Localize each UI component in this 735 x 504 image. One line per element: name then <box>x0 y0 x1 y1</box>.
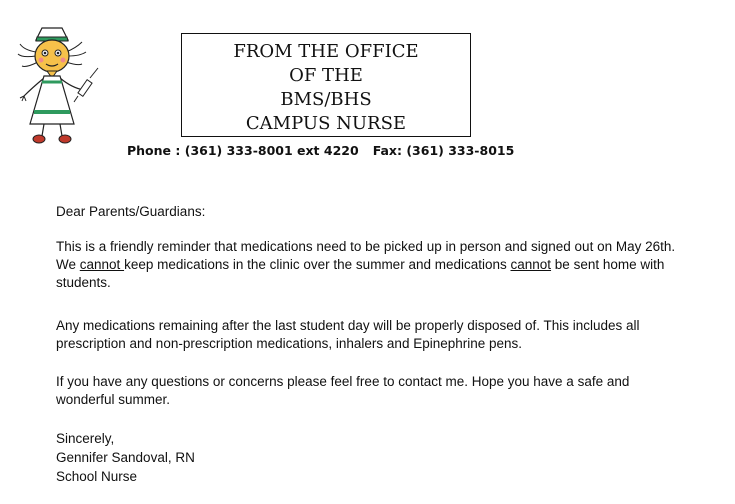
greeting: Dear Parents/Guardians: <box>56 204 206 219</box>
contact-line <box>127 143 514 158</box>
paragraph-pickup-a: This is a friendly reminder that medications need to be picked up in person and signed out on May 26th. We <box>56 239 676 272</box>
header-line-1: FROM THE OFFICE <box>233 41 419 62</box>
header-line-3: BMS/BHS <box>280 89 372 110</box>
paragraph-pickup <box>56 238 686 292</box>
cannot-emphasis-2: cannot <box>510 257 552 272</box>
closing: Sincerely, <box>56 431 115 446</box>
paragraph-pickup-b: keep medications in the clinic over the summer and medications <box>124 257 511 272</box>
header-line-4: CAMPUS NURSE <box>245 113 407 134</box>
fax-number: Fax: (361) 333-8015 <box>372 143 515 158</box>
cannot-emphasis-1: cannot <box>79 257 125 272</box>
nurse-cartoon-icon <box>14 22 102 146</box>
header-line-2: OF THE <box>289 65 363 86</box>
paragraph-questions: If you have any questions or concerns please feel free to contact me. Hope you have a safe and wonderful summer. <box>56 374 630 407</box>
phone-number: Phone : (361) 333-8001 ext 4220 <box>127 143 359 158</box>
signature-title: School Nurse <box>56 469 138 484</box>
header-box <box>181 33 471 137</box>
paragraph-disposal: Any medications remaining after the last student day will be properly disposed of. This includes all prescription and non-prescription medications, inhalers and Epinephrine pens. <box>56 318 640 351</box>
paragraph-pickup-c: be sent home with students. <box>56 257 665 290</box>
signature-name: Gennifer Sandoval, RN <box>56 450 195 465</box>
